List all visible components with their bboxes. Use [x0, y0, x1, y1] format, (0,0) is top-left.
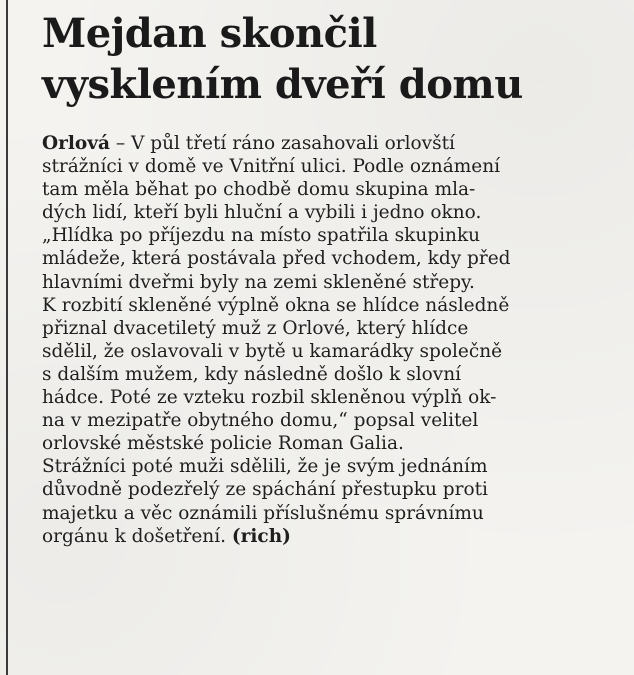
body-line: mládeže, která postávala před vchodem, kdy před — [42, 248, 511, 270]
body-line: hádce. Poté ze vzteku rozbil skleněnou výplň ok- — [42, 387, 497, 409]
body-line: přiznal dvacetiletý muž z Orlové, který hlídce — [42, 317, 469, 339]
body-line — [42, 132, 632, 155]
headline-line-2: vysklením dveří domu — [42, 61, 523, 108]
body-line: strážníci v domě ve Vnitřní ulici. Podle oznámení — [42, 156, 501, 178]
author-tag: (rich) — [231, 525, 291, 547]
body-line: sdělil, že oslavovali v bytě u kamarádky společně — [42, 340, 503, 362]
article-body — [42, 132, 632, 548]
last-line-text: orgánu k došetření. — [42, 525, 232, 547]
column-divider — [6, 0, 8, 675]
first-line-text: – V půl třetí ráno zasahovali orlovští — [109, 133, 455, 154]
body-line: hlavními dveřmi byly na zemi skleněné střepy. — [42, 271, 475, 293]
body-line: důvodně podezřelý ze spáchání přestupku proti — [42, 479, 488, 501]
body-line: Strážníci poté muži sdělili, že je svým jednáním — [42, 456, 488, 478]
body-line: „Hlídka po příjezdu na místo spatřila skupinku — [42, 225, 481, 247]
headline-line-1: Mejdan skončil — [42, 10, 377, 57]
body-line: majetku a věc oznámili příslušnému správnímu — [42, 502, 484, 524]
body-line: tam měla běhat po chodbě domu skupina mla- — [42, 179, 476, 201]
article-headline — [42, 8, 622, 110]
body-line: orlovské městské policie Roman Galia. — [42, 433, 404, 455]
body-line: s dalším mužem, kdy následně došlo k slovní — [42, 363, 462, 385]
body-line: K rozbití skleněné výplně okna se hlídce následně — [42, 294, 510, 316]
dateline: Orlová — [42, 133, 110, 154]
body-line: dých lidí, kteří byli hluční a vybili i jedno okno. — [42, 202, 482, 224]
body-line: na v mezipatře obytného domu,“ popsal velitel — [42, 410, 479, 432]
body-line — [42, 525, 632, 548]
